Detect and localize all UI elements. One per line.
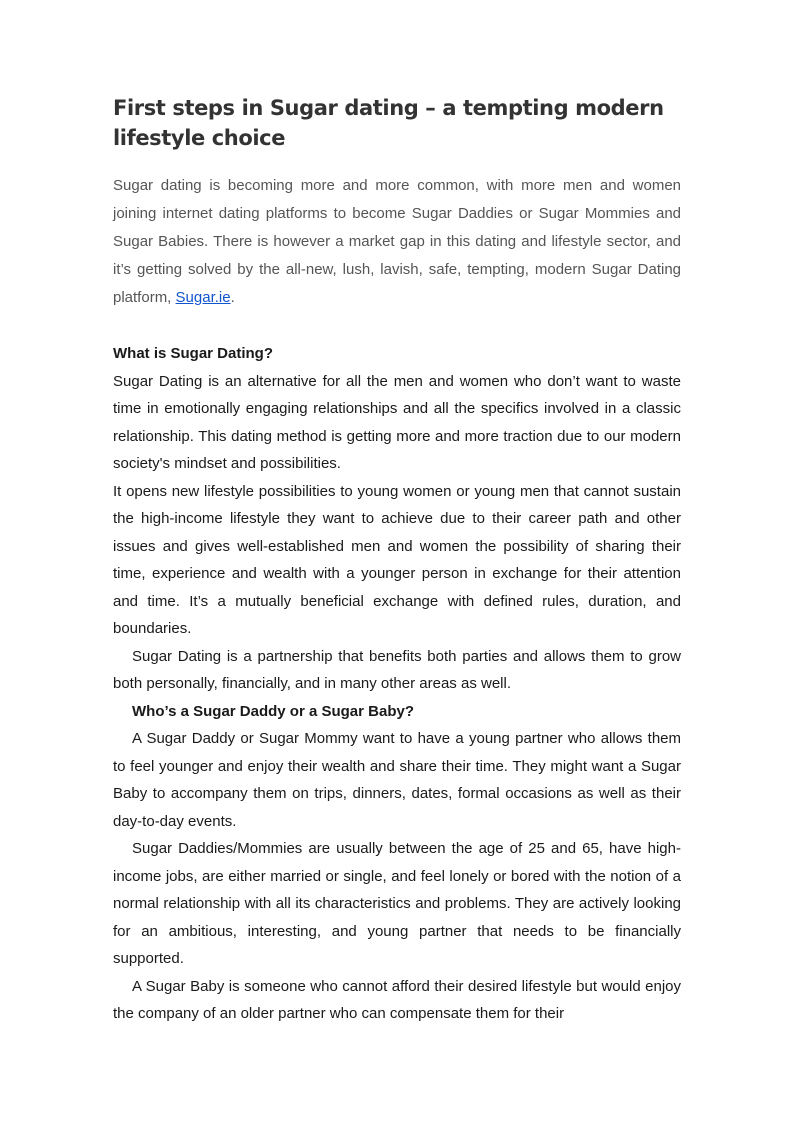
body-paragraph: Sugar Dating is an alternative for all the men and women who don’t want to waste time in emotionally engaging relationships and all the specifics involved in a classic relationship. This dating method is getting more and more traction due to our modern society's mindset and possibilities. [113, 372, 681, 472]
sugar-ie-link[interactable]: Sugar.ie [175, 289, 231, 306]
body-paragraph: A Sugar Baby is someone who cannot afford their desired lifestyle but would enjoy the company of an older partner who can compensate them for their [113, 977, 681, 1022]
intro-text: Sugar dating is becoming more and more common, with more men and women joining internet dating platforms to become Sugar Daddies or Sugar Mommies and Sugar Babies. There is however a market gap in this dating and lifestyle sector, and it’s getting solved by the all-new, lush, lavish, safe, tempting, modern Sugar Dating platform, [113, 177, 681, 306]
article-body [113, 340, 681, 1028]
intro-paragraph [113, 172, 681, 312]
body-paragraph: It opens new lifestyle possibilities to young women or young men that cannot sustain the high-income lifestyle they want to achieve due to their career path and other issues and gives well-established men and women the possibility of sharing their time, experience and wealth with a younger person in exchange for their attention and time. It’s a mutually beneficial exchange with defined rules, duration, and boundaries. [113, 482, 681, 637]
article-title: First steps in Sugar dating – a tempting modern lifestyle choice [113, 96, 664, 150]
body-paragraph: Sugar Dating is a partnership that benefits both parties and allows them to grow both personally, financially, and in many other areas as well. [113, 647, 681, 692]
body-paragraph: Sugar Daddies/Mommies are usually between the age of 25 and 65, have high-income jobs, are either married or single, and feel lonely or bored with the notion of a normal relationship with all its characteristics and problems. They are actively looking for an ambitious, interesting, and young partner that needs to be financially supported. [113, 840, 681, 967]
body-paragraph: A Sugar Daddy or Sugar Mommy want to have a young partner who allows them to feel younger and enjoy their wealth and share their time. They might want a Sugar Baby to accompany them on trips, dinners, dates, formal occasions as well as their day-to-day events. [113, 730, 681, 830]
section-heading-what-is: What is Sugar Dating? [113, 345, 274, 362]
section-heading-who: Who’s a Sugar Daddy or a Sugar Baby? [132, 702, 414, 720]
intro-end: . [230, 289, 235, 306]
document-page [113, 0, 681, 1123]
